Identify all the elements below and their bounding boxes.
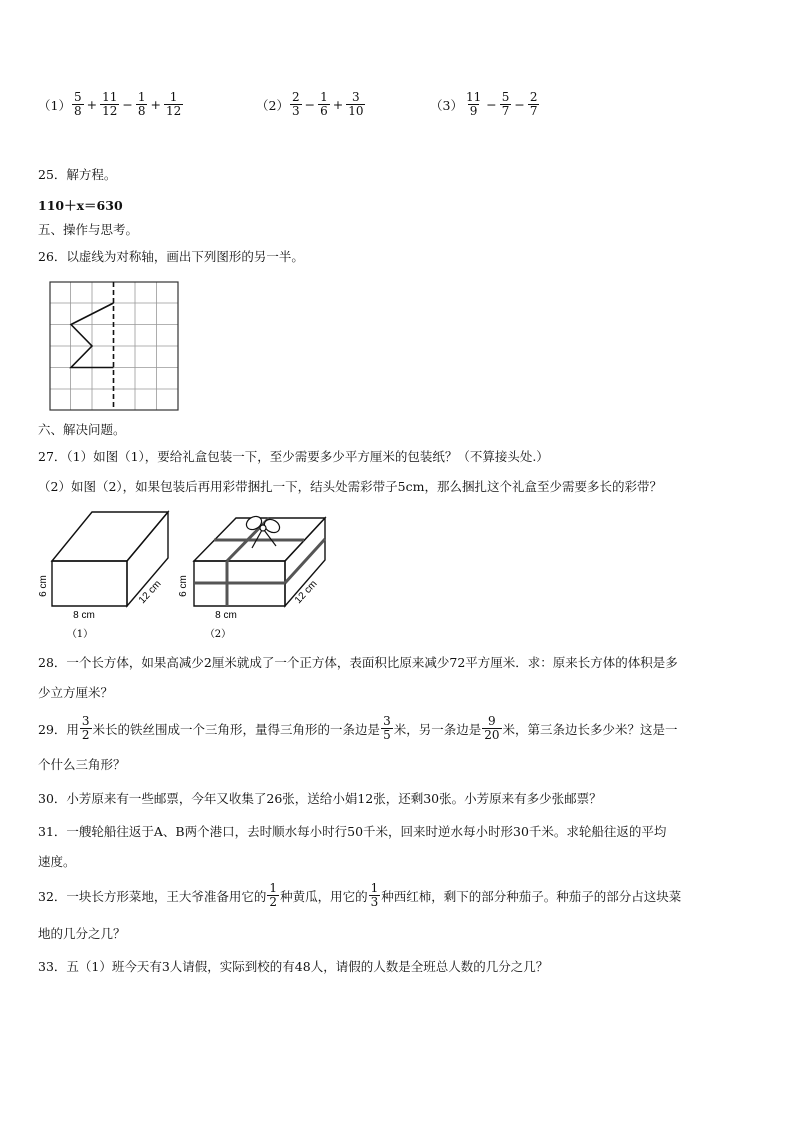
bow-icon bbox=[244, 514, 282, 548]
fraction: $\frac{1}{12}$ bbox=[165, 90, 182, 118]
fig2-height-label: 6 cm bbox=[178, 575, 189, 597]
fraction: $\frac{2}{3}$ bbox=[291, 90, 300, 118]
fig1-depth-label: 12 cm bbox=[136, 578, 164, 607]
q28-line2: 少立方厘米？ bbox=[38, 685, 114, 700]
q29-line2: 个什么三角形？ bbox=[38, 757, 126, 772]
fraction: $\frac{5}{8}$ bbox=[73, 90, 82, 118]
q29-text-a: 29．用 bbox=[38, 721, 79, 737]
expression-1 bbox=[38, 91, 184, 118]
symmetry-grid-figure bbox=[49, 281, 179, 411]
operator: − bbox=[122, 97, 133, 112]
section-6-heading: 六、解决问题。 bbox=[38, 422, 126, 437]
q32-text-b: 种黄瓜，用它的 bbox=[280, 888, 368, 904]
q29-text-c: 米，另一条边是 bbox=[393, 721, 482, 737]
fraction: $\frac{3}{5}$ bbox=[383, 714, 391, 742]
fraction: $\frac{1}{2}$ bbox=[269, 881, 278, 909]
q25-title: 25．解方程。 bbox=[38, 167, 117, 182]
q32-line2: 地的几分之几？ bbox=[38, 926, 126, 941]
operator: + bbox=[332, 97, 344, 112]
q28-line1: 28．一个长方体，如果高减少2厘米就成了一个正方体，表面积比原来减少72平方厘米．求：原来长方体的体积是多 bbox=[38, 655, 678, 670]
fig2-width-label: 8 cm bbox=[215, 610, 237, 621]
fraction: $\frac{5}{7}$ bbox=[501, 90, 510, 118]
operator: − bbox=[304, 97, 316, 112]
fraction: $\frac{11}{12}$ bbox=[102, 90, 118, 118]
q29-line1 bbox=[38, 715, 678, 742]
fig2-depth-label: 12 cm bbox=[292, 578, 320, 607]
operator: − bbox=[514, 97, 525, 112]
section-5-heading: 五、操作与思考。 bbox=[38, 222, 139, 237]
q29-text-d: 米，第三条边长多少米？这是一 bbox=[502, 721, 678, 737]
q31-line2: 速度。 bbox=[38, 854, 76, 869]
fraction: $\frac{9}{20}$ bbox=[484, 714, 500, 742]
fraction: $\frac{3}{10}$ bbox=[348, 90, 364, 118]
expr-label: （2） bbox=[256, 97, 289, 113]
fraction: $\frac{1}{8}$ bbox=[137, 90, 146, 118]
q26-text: 26．以虚线为对称轴，画出下列图形的另一半。 bbox=[38, 249, 304, 264]
q27-line1: 27．（1）如图（1），要给礼盒包装一下，至少需要多少平方厘米的包装纸？（不算接头处.） bbox=[38, 449, 549, 464]
q30-text: 30．小芳原来有一些邮票，今年又收集了26张，送给小娟12张，还剩30张。小芳原来有多少张邮票？ bbox=[38, 791, 602, 806]
q32-line1 bbox=[38, 882, 681, 909]
box-figures bbox=[36, 506, 336, 646]
expr-label: （1） bbox=[38, 97, 71, 113]
q33-text: 33．五（1）班今天有3人请假，实际到校的有48人，请假的人数是全班总人数的几分之几？ bbox=[38, 959, 549, 974]
q32-text-a: 32．一块长方形菜地，王大爷准备用它的 bbox=[38, 888, 267, 904]
fraction: $\frac{1}{3}$ bbox=[370, 881, 379, 909]
expression-3 bbox=[430, 91, 540, 118]
q29-text-b: 米长的铁丝围成一个三角形，量得三角形的一条边是 bbox=[92, 721, 381, 737]
fraction: $\frac{1}{6}$ bbox=[320, 90, 328, 118]
q31-line1: 31．一艘轮船往返于A、B两个港口，去时顺水每小时行50千米，回来时逆水每小时形30千米。求轮船往返的平均 bbox=[38, 824, 667, 839]
q32-text-c: 种西红柿，剩下的部分种茄子。种茄子的部分占这块菜 bbox=[381, 888, 682, 904]
q25-equation: 110＋x＝630 bbox=[38, 198, 123, 213]
operator: + bbox=[150, 97, 161, 112]
operator: + bbox=[86, 97, 98, 112]
fig1-width-label: 8 cm bbox=[73, 610, 95, 621]
fraction: $\frac{2}{7}$ bbox=[529, 90, 538, 118]
expr-label: （3） bbox=[430, 97, 463, 113]
q27-line2: （2）如图（2），如果包装后再用彩带捆扎一下，结头处需彩带子5cm，那么捆扎这个礼盒至少需要多长的彩带？ bbox=[38, 479, 662, 494]
fig1-caption: （1） bbox=[66, 629, 94, 640]
fraction: $\frac{3}{2}$ bbox=[81, 714, 90, 742]
fig1-height-label: 6 cm bbox=[38, 575, 49, 597]
operator: − bbox=[486, 97, 497, 112]
expression-2 bbox=[256, 91, 366, 118]
fig2-caption: （2） bbox=[204, 629, 232, 640]
fraction: $\frac{11}{9}$ bbox=[465, 90, 482, 118]
